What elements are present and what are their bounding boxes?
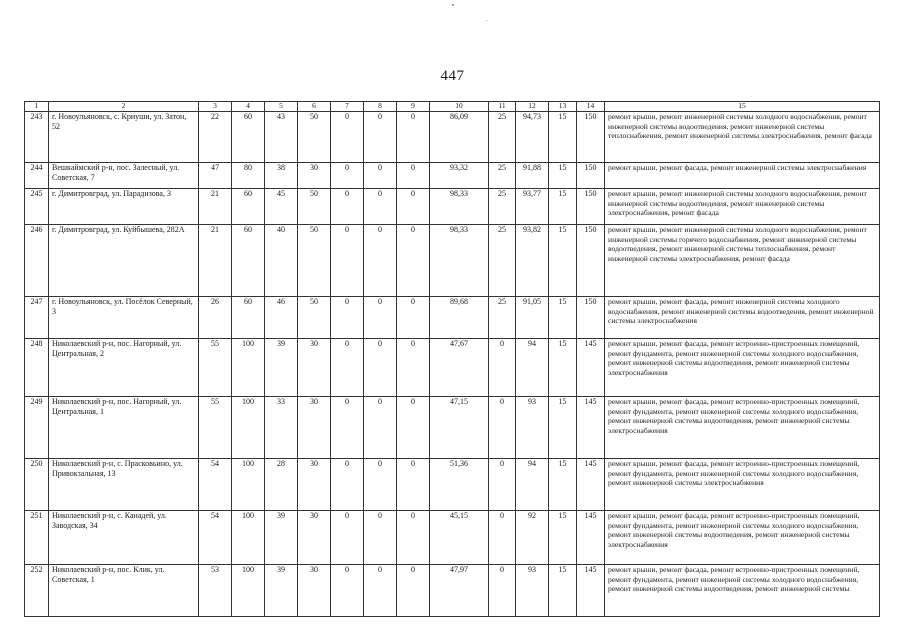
address-cell: г. Новоульяновск, ул. Посёлок Северный, 3 bbox=[49, 297, 199, 339]
col-header: 10 bbox=[430, 102, 489, 112]
value-cell: 30 bbox=[298, 397, 331, 459]
value-cell: 40 bbox=[265, 225, 298, 297]
address-cell: Вешкаймский р-н, пос. Залесный, ул. Советская, 7 bbox=[49, 163, 199, 189]
value-cell: 0 bbox=[397, 225, 430, 297]
value-cell: 0 bbox=[364, 297, 397, 339]
value-cell: 0 bbox=[364, 511, 397, 565]
value-cell: 51,36 bbox=[430, 459, 489, 511]
value-cell: 0 bbox=[397, 112, 430, 163]
value-cell: 93,32 bbox=[430, 163, 489, 189]
value-cell: 0 bbox=[489, 511, 516, 565]
works-cell: ремонт крыши, ремонт фасада, ремонт встроенно-пристроенных помещений, ремонт фундамента, ремонт инженерной системы холодного водоснабжения, ремонт инженерной системы водоотведения, ремонт инженерной системы электроснабжения bbox=[605, 397, 880, 459]
value-cell: 150 bbox=[577, 189, 605, 225]
value-cell: 0 bbox=[397, 511, 430, 565]
value-cell: 0 bbox=[364, 189, 397, 225]
value-cell: 0 bbox=[489, 459, 516, 511]
value-cell: 0 bbox=[331, 225, 364, 297]
value-cell: 0 bbox=[331, 459, 364, 511]
value-cell: 98,33 bbox=[430, 189, 489, 225]
row-number: 252 bbox=[25, 565, 49, 617]
col-header: 11 bbox=[489, 102, 516, 112]
value-cell: 25 bbox=[489, 297, 516, 339]
value-cell: 15 bbox=[549, 339, 577, 397]
address-cell: Николаевский р-н, с. Прасковьино, ул. Привокзальная, 13 bbox=[49, 459, 199, 511]
col-header: 6 bbox=[298, 102, 331, 112]
value-cell: 0 bbox=[397, 163, 430, 189]
value-cell: 43 bbox=[265, 112, 298, 163]
value-cell: 91,05 bbox=[516, 297, 549, 339]
works-cell: ремонт крыши, ремонт инженерной системы холодного водоснабжения, ремонт инженерной системы водоотведения, ремонт инженерной системы теплоснабжения, ремонт инженерной системы электроснабжения, ремонт фасада bbox=[605, 112, 880, 163]
scan-speck bbox=[486, 20, 487, 21]
address-cell: Николаевский р-н, с. Канадей, ул. Заводская, 34 bbox=[49, 511, 199, 565]
value-cell: 15 bbox=[549, 163, 577, 189]
value-cell: 25 bbox=[489, 163, 516, 189]
value-cell: 145 bbox=[577, 511, 605, 565]
value-cell: 50 bbox=[298, 189, 331, 225]
value-cell: 0 bbox=[489, 397, 516, 459]
col-header: 3 bbox=[199, 102, 232, 112]
value-cell: 30 bbox=[298, 565, 331, 617]
value-cell: 15 bbox=[549, 459, 577, 511]
col-header: 7 bbox=[331, 102, 364, 112]
value-cell: 0 bbox=[489, 565, 516, 617]
value-cell: 145 bbox=[577, 397, 605, 459]
works-cell: ремонт крыши, ремонт инженерной системы холодного водоснабжения, ремонт инженерной системы водоотведения, ремонт инженерной системы электроснабжения, ремонт фасада bbox=[605, 189, 880, 225]
table-row bbox=[25, 189, 880, 225]
value-cell: 54 bbox=[199, 511, 232, 565]
value-cell: 25 bbox=[489, 225, 516, 297]
value-cell: 46 bbox=[265, 297, 298, 339]
value-cell: 93,82 bbox=[516, 225, 549, 297]
value-cell: 47,15 bbox=[430, 397, 489, 459]
value-cell: 26 bbox=[199, 297, 232, 339]
address-cell: Николаевский р-н, пос. Нагорный, ул. Центральная, 1 bbox=[49, 397, 199, 459]
table-row bbox=[25, 397, 880, 459]
value-cell: 54 bbox=[199, 459, 232, 511]
value-cell: 100 bbox=[232, 459, 265, 511]
row-number: 244 bbox=[25, 163, 49, 189]
value-cell: 55 bbox=[199, 339, 232, 397]
value-cell: 15 bbox=[549, 112, 577, 163]
value-cell: 150 bbox=[577, 163, 605, 189]
address-cell: г. Новоульяновск, с. Криуши, ул. Затон, 52 bbox=[49, 112, 199, 163]
value-cell: 15 bbox=[549, 297, 577, 339]
col-header: 5 bbox=[265, 102, 298, 112]
header-row bbox=[25, 102, 880, 112]
col-header: 13 bbox=[549, 102, 577, 112]
value-cell: 0 bbox=[331, 339, 364, 397]
value-cell: 0 bbox=[397, 339, 430, 397]
value-cell: 60 bbox=[232, 189, 265, 225]
row-number: 249 bbox=[25, 397, 49, 459]
works-cell: ремонт крыши, ремонт фасада, ремонт инженерной системы холодного водоснабжения, ремонт инженерной системы водоотведения, ремонт инженерной системы электроснабжения bbox=[605, 297, 880, 339]
value-cell: 47 bbox=[199, 163, 232, 189]
value-cell: 0 bbox=[331, 511, 364, 565]
col-header: 15 bbox=[605, 102, 880, 112]
value-cell: 91,88 bbox=[516, 163, 549, 189]
value-cell: 15 bbox=[549, 565, 577, 617]
row-number: 248 bbox=[25, 339, 49, 397]
address-cell: Николаевский р-н, пос. Нагорный, ул. Центральная, 2 bbox=[49, 339, 199, 397]
value-cell: 150 bbox=[577, 112, 605, 163]
col-header: 8 bbox=[364, 102, 397, 112]
value-cell: 0 bbox=[331, 297, 364, 339]
value-cell: 0 bbox=[364, 163, 397, 189]
value-cell: 30 bbox=[298, 339, 331, 397]
table-row bbox=[25, 459, 880, 511]
col-header: 1 bbox=[25, 102, 49, 112]
value-cell: 60 bbox=[232, 225, 265, 297]
value-cell: 15 bbox=[549, 189, 577, 225]
value-cell: 25 bbox=[489, 112, 516, 163]
value-cell: 39 bbox=[265, 511, 298, 565]
value-cell: 38 bbox=[265, 163, 298, 189]
address-cell: г. Димитровград, ул. Парадизова, 3 bbox=[49, 189, 199, 225]
value-cell: 25 bbox=[489, 189, 516, 225]
value-cell: 94 bbox=[516, 459, 549, 511]
value-cell: 21 bbox=[199, 225, 232, 297]
value-cell: 0 bbox=[397, 297, 430, 339]
value-cell: 150 bbox=[577, 225, 605, 297]
works-cell: ремонт крыши, ремонт фасада, ремонт встроенно-пристроенных помещений, ремонт фундамента, ремонт инженерной системы холодного водоснабжения, ремонт инженерной системы водоотведения, ремонт инженерной системы электроснабжения bbox=[605, 511, 880, 565]
scan-speck bbox=[452, 4, 454, 6]
value-cell: 0 bbox=[364, 565, 397, 617]
col-header: 2 bbox=[49, 102, 199, 112]
value-cell: 33 bbox=[265, 397, 298, 459]
table-row bbox=[25, 565, 880, 617]
value-cell: 55 bbox=[199, 397, 232, 459]
value-cell: 94 bbox=[516, 339, 549, 397]
works-cell: ремонт крыши, ремонт инженерной системы холодного водоснабжения, ремонт инженерной системы горячего водоснабжения, ремонт инженерной системы водоотведения, ремонт инженерной системы теплоснабжения, ремонт инженерной системы электроснабжения, ремонт фасада bbox=[605, 225, 880, 297]
value-cell: 145 bbox=[577, 459, 605, 511]
value-cell: 92 bbox=[516, 511, 549, 565]
value-cell: 15 bbox=[549, 397, 577, 459]
value-cell: 0 bbox=[364, 112, 397, 163]
repair-table bbox=[24, 101, 880, 617]
value-cell: 150 bbox=[577, 297, 605, 339]
value-cell: 100 bbox=[232, 565, 265, 617]
row-number: 251 bbox=[25, 511, 49, 565]
works-cell: ремонт крыши, ремонт фасада, ремонт встроенно-пристроенных помещений, ремонт фундамента, ремонт инженерной системы холодного водоснабжения, ремонт инженерной системы водоотведения, ремонт инженерной системы электроснабжения bbox=[605, 339, 880, 397]
value-cell: 50 bbox=[298, 297, 331, 339]
value-cell: 89,68 bbox=[430, 297, 489, 339]
row-number: 243 bbox=[25, 112, 49, 163]
col-header: 4 bbox=[232, 102, 265, 112]
value-cell: 80 bbox=[232, 163, 265, 189]
value-cell: 0 bbox=[364, 397, 397, 459]
works-cell: ремонт крыши, ремонт фасада, ремонт встроенно-пристроенных помещений, ремонт фундамента, ремонт инженерной системы холодного водоснабжения, ремонт инженерной системы водоотведения, ремонт инженерной системы bbox=[605, 565, 880, 617]
value-cell: 100 bbox=[232, 339, 265, 397]
value-cell: 145 bbox=[577, 565, 605, 617]
value-cell: 0 bbox=[331, 189, 364, 225]
value-cell: 0 bbox=[331, 397, 364, 459]
value-cell: 93 bbox=[516, 565, 549, 617]
value-cell: 53 bbox=[199, 565, 232, 617]
value-cell: 28 bbox=[265, 459, 298, 511]
value-cell: 0 bbox=[397, 565, 430, 617]
value-cell: 21 bbox=[199, 189, 232, 225]
table-row bbox=[25, 225, 880, 297]
value-cell: 93 bbox=[516, 397, 549, 459]
value-cell: 15 bbox=[549, 511, 577, 565]
value-cell: 0 bbox=[364, 339, 397, 397]
value-cell: 15 bbox=[549, 225, 577, 297]
value-cell: 100 bbox=[232, 511, 265, 565]
value-cell: 100 bbox=[232, 397, 265, 459]
works-cell: ремонт крыши, ремонт фасада, ремонт инженерной системы электроснабжения bbox=[605, 163, 880, 189]
value-cell: 22 bbox=[199, 112, 232, 163]
table-row bbox=[25, 112, 880, 163]
col-header: 14 bbox=[577, 102, 605, 112]
row-number: 245 bbox=[25, 189, 49, 225]
value-cell: 86,09 bbox=[430, 112, 489, 163]
value-cell: 47,97 bbox=[430, 565, 489, 617]
value-cell: 0 bbox=[397, 459, 430, 511]
value-cell: 0 bbox=[331, 112, 364, 163]
value-cell: 0 bbox=[364, 459, 397, 511]
value-cell: 0 bbox=[331, 163, 364, 189]
row-number: 250 bbox=[25, 459, 49, 511]
row-number: 247 bbox=[25, 297, 49, 339]
value-cell: 60 bbox=[232, 297, 265, 339]
value-cell: 94,73 bbox=[516, 112, 549, 163]
value-cell: 50 bbox=[298, 112, 331, 163]
value-cell: 47,67 bbox=[430, 339, 489, 397]
value-cell: 39 bbox=[265, 339, 298, 397]
address-cell: Николаевский р-н, пос. Клик, ул. Советская, 1 bbox=[49, 565, 199, 617]
value-cell: 0 bbox=[397, 397, 430, 459]
row-number: 246 bbox=[25, 225, 49, 297]
value-cell: 60 bbox=[232, 112, 265, 163]
value-cell: 93,77 bbox=[516, 189, 549, 225]
value-cell: 98,33 bbox=[430, 225, 489, 297]
value-cell: 30 bbox=[298, 511, 331, 565]
col-header: 9 bbox=[397, 102, 430, 112]
table-row bbox=[25, 163, 880, 189]
value-cell: 0 bbox=[364, 225, 397, 297]
value-cell: 45 bbox=[265, 189, 298, 225]
table-row bbox=[25, 339, 880, 397]
value-cell: 39 bbox=[265, 565, 298, 617]
address-cell: г. Димитровград, ул. Куйбышева, 282А bbox=[49, 225, 199, 297]
table-row bbox=[25, 511, 880, 565]
works-cell: ремонт крыши, ремонт фасада, ремонт встроенно-пристроенных помещений, ремонт фундамента, ремонт инженерной системы холодного водоснабжения, ремонт инженерной системы электроснабжения bbox=[605, 459, 880, 511]
page-number: 447 bbox=[440, 68, 465, 84]
value-cell: 30 bbox=[298, 459, 331, 511]
value-cell: 0 bbox=[331, 565, 364, 617]
value-cell: 30 bbox=[298, 163, 331, 189]
col-header: 12 bbox=[516, 102, 549, 112]
value-cell: 0 bbox=[489, 339, 516, 397]
table-row bbox=[25, 297, 880, 339]
value-cell: 50 bbox=[298, 225, 331, 297]
value-cell: 0 bbox=[397, 189, 430, 225]
value-cell: 145 bbox=[577, 339, 605, 397]
value-cell: 45,15 bbox=[430, 511, 489, 565]
